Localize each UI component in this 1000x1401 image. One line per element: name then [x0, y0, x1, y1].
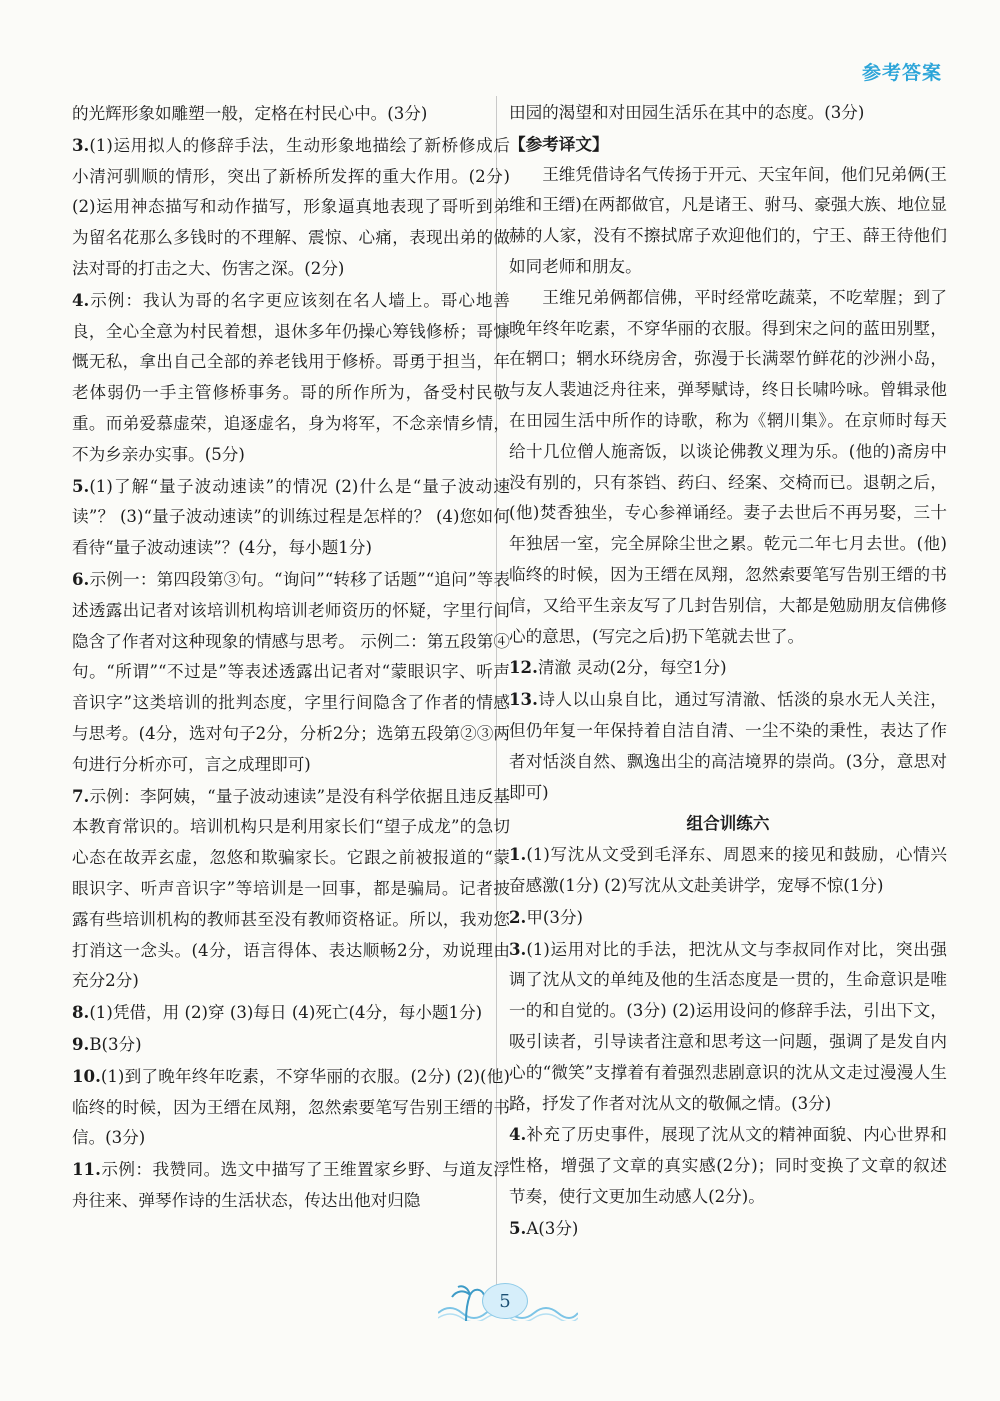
- answer-item-5: 5.(1)了解“量子波动速读”的情况 (2)什么是“量子波动速读”？ (3)“量子波动速读”的训练过程是怎样的？ (4)您如何看待“量子波动速读”？(4分，每小题1分): [72, 475, 510, 558]
- answer-item-4: 4.示例：我认为哥的名字更应该刻在名人墙上。哥心地善良，全心全意为村民着想，退休多年仍操心筹钱修桥；哥慷慨无私，拿出自己全部的养老钱用于修桥。哥勇于担当，年老体弱仍一手主管修桥事务。哥的所作所为，备受村民敬重。而弟爱慕虚荣，追逐虚名，身为将军，不念亲情乡情，不为乡亲办实事。(5分): [72, 289, 510, 464]
- answer-item: 的光辉形象如雕塑一般，定格在村民心中。(3分): [72, 104, 428, 123]
- translation-paragraph-2: 王维兄弟俩都信佛，平时经常吃蔬菜，不吃荤腥；到了晚年终年吃素，不穿华丽的衣服。得到宋之问的蓝田别墅，在辋口；辋水环绕房舍，弥漫于长满翠竹鲜花的沙洲小岛，与友人裴迪泛舟往来，弹琴赋诗，终日长啸吟咏。曾辑录他在田园生活中所作的诗歌，称为《辋川集》。在京师时每天给十几位僧人施斋饭，以谈论佛教义理为乐。(他的)斋房中没有别的，只有茶铛、药臼、经案、交椅而已。退朝之后，(他)焚香独坐，专心参禅诵经。妻子去世后不再另娶，三十年独居一室，完全屏除尘世之累。乾元二年七月去世。(他)临终的时候，因为王缙在凤翔，忽然索要笔写告别王缙的书信，又给平生亲友写了几封告别信，大都是勉励朋友信佛修心的意思，(写完之后)扔下笔就去世了。: [509, 287, 947, 646]
- right-column: [509, 98, 947, 1244]
- palm-tree-icon: [446, 1283, 486, 1323]
- page-footer: [0, 1283, 1000, 1323]
- answer-item-8: 8.(1)凭借，用 (2)穿 (3)每日 (4)死亡(4分，每小题1分): [72, 1002, 483, 1023]
- group-title: 组合训练六: [686, 813, 770, 834]
- answer-item-10: 10.(1)到了晚年终年吃素，不穿华丽的衣服。(2分) (2)(他)临终的时候，因为王缙在凤翔，忽然索要笔写告别王缙的书信。(3分): [72, 1065, 510, 1148]
- left-column: [72, 98, 510, 1217]
- translation-paragraph-1: 王维凭借诗名气传扬于开元、天宝年间，他们兄弟俩(王维和王缙)在两都做官，凡是诸王、驸马、豪强大族、地位显赫的人家，没有不擦拭席子欢迎他们的，宁王、薛王待他们如同老师和朋友。: [509, 164, 947, 276]
- answer-item-9: 9.B(3分): [72, 1033, 142, 1054]
- answer-item-6: 6.示例一：第四段第③句。“询问”“转移了话题”“追问”等表述透露出记者对该培训机构培训老师资历的怀疑，字里行间隐含了作者对这种现象的情感与思考。 示例二：第五段第④句。“所谓”“不过是”等表述透露出记者对“蒙眼识字、听声音识字”这类培训的批判态度，字里行间隐含了作者的情感与思考。(4分，选对句子2分，分析2分；选第五段第②③两句进行分析亦可，言之成理即可): [72, 568, 510, 774]
- translation-heading: 【参考译文】: [509, 133, 609, 154]
- group-item-3: 3.(1)运用对比的手法，把沈从文与李叔同作对比，突出强调了沈从文的单纯及他的生活态度是一贯的，生命意识是唯一的和自觉的。(3分) (2)运用设问的修辞手法，引出下文，吸引读者，引导读者注意和思考这一问题，强调了是发自内心的“微笑”支撑着有着强烈悲剧意识的沈从文走过漫漫人生路，抒发了作者对沈从文的敬佩之情。(3分): [509, 938, 947, 1113]
- page-number: 5: [482, 1283, 528, 1319]
- answer-item-7: 7.示例：李阿姨，“量子波动速读”是没有科学依据且违反基本教育常识的。培训机构只是利用家长们“望子成龙”的急切心态在故弄玄虚，忽悠和欺骗家长。它跟之前被报道的“蒙眼识字、听声音识字”等培训是一回事，都是骗局。记者披露有些培训机构的教师甚至没有教师资格证。所以，我劝您打消这一念头。(4分，语言得体、表达顺畅2分，劝说理由充分2分): [72, 785, 510, 991]
- answer-item-11: 11.示例：我赞同。选文中描写了王维置家乡野、与道友浮舟往来、弹琴作诗的生活状态，传达出他对归隐: [72, 1159, 510, 1210]
- answer-item-13: 13.诗人以山泉自比，通过写清澈、恬淡的泉水无人关注，但仍年复一年保持着自洁自清、一尘不染的秉性，表达了作者对恬淡自然、飘逸出尘的高洁境界的崇尚。(3分，意思对即可): [509, 689, 947, 802]
- header-title: 参考答案: [861, 62, 942, 84]
- answer-item-12: 12.清澈 灵动(2分，每空1分): [509, 657, 727, 678]
- answer-continuation: 田园的渴望和对田园生活乐在其中的态度。(3分): [509, 103, 865, 122]
- group-item-1: 1.(1)写沈从文受到毛泽东、周恩来的接见和鼓励，心情兴奋感激(1分) (2)写沈从文赴美讲学，宠辱不惊(1分): [509, 844, 947, 895]
- group-item-5: 5.A(3分): [509, 1217, 579, 1238]
- group-item-4: 4.补充了历史事件，展现了沈从文的精神面貌、内心世界和性格，增强了文章的真实感(2分)；同时变换了文章的叙述节奏，使行文更加生动感人(2分)。: [509, 1124, 947, 1206]
- group-item-2: 2.甲(3分): [509, 906, 584, 927]
- answer-item-3: 3.(1)运用拟人的修辞手法，生动形象地描绘了新桥修成后小清河驯顺的情形，突出了新桥所发挥的重大作用。(2分) (2)运用神态描写和动作描写，形象逼真地表现了哥听到弟为留名花那么多钱时的不理解、震惊、心痛，表现出弟的做法对哥的打击之大、伤害之深。(2分): [72, 134, 510, 278]
